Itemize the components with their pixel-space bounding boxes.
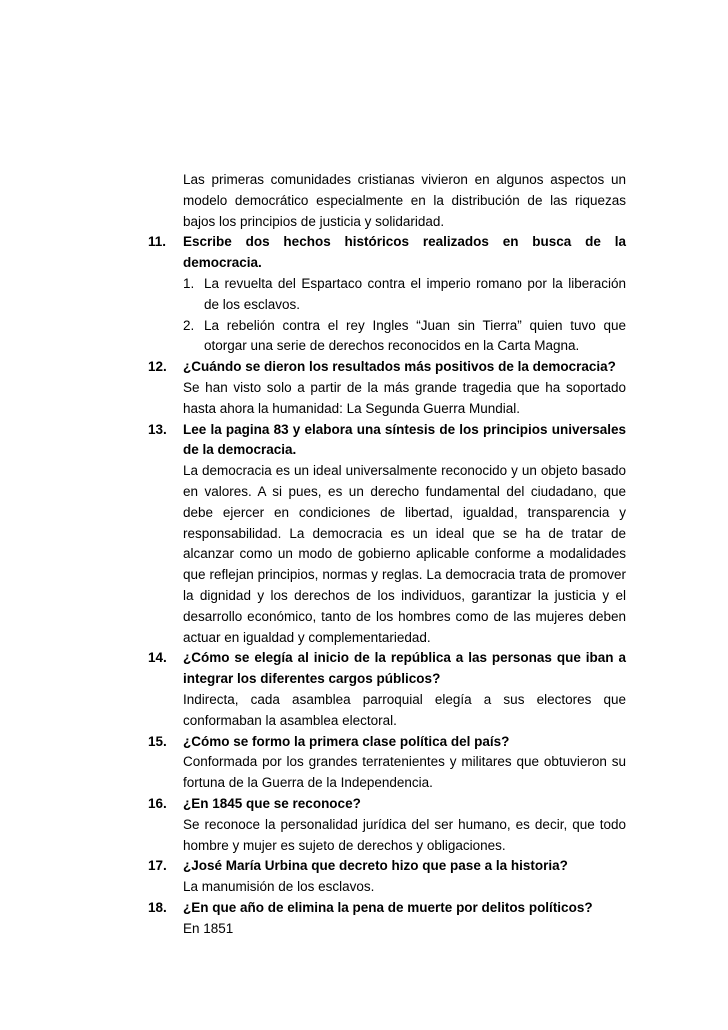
list-item (183, 274, 626, 316)
intro-paragraph: Las primeras comunidades cristianas vivieron en algunos aspectos un modelo democrático especialmente en la distribución de las riquezas bajos los principios de justicia y solidaridad. (183, 172, 626, 229)
question-text: Lee la pagina 83 y elabora una síntesis de los principios universales de la democracia. (183, 421, 626, 458)
list-item (183, 316, 626, 358)
question-block-16 (148, 794, 626, 856)
answer-list (148, 274, 626, 357)
question-number: 11. (148, 234, 167, 250)
question-text: ¿En 1845 que se reconoce? (183, 795, 361, 811)
question-heading (148, 648, 626, 690)
list-item-text: La revuelta del Espartaco contra el imperio romano por la liberación de los esclavos. (204, 275, 626, 312)
list-item-number: 1. (183, 275, 195, 291)
question-heading (148, 856, 626, 877)
answer-text: Se reconoce la personalidad jurídica del ser humano, es decir, que todo hombre y mujer es sujeto de derechos y obligaciones. (183, 816, 626, 853)
question-text: Escribe dos hechos históricos realizados en busca de la democracia. (183, 234, 626, 271)
question-block-17 (148, 856, 626, 898)
question-number: 13. (148, 421, 167, 437)
question-heading (148, 420, 626, 462)
question-block-14 (148, 648, 626, 731)
question-text: ¿Cómo se formo la primera clase política del país? (183, 733, 510, 749)
question-block-11 (148, 232, 626, 357)
question-number: 17. (148, 858, 167, 874)
question-text: ¿Cómo se elegía al inicio de la república a las personas que iban a integrar los diferentes cargos públicos? (183, 650, 626, 687)
list-item-text: La rebelión contra el rey Ingles “Juan sin Tierra” quien tuvo que otorgar una serie de derechos reconocidos en la Carta Magna. (204, 317, 626, 354)
answer-text: La manumisión de los esclavos. (183, 879, 375, 895)
answer-text: La democracia es un ideal universalmente reconocido y un objeto basado en valores. A si pues, es un derecho fundamental del ciudadano, que debe ejercer en condiciones de libertad, igualdad, transparencia y responsabilidad. La democracia es un ideal que se ha de tratar de alcanzar como un modo de gobierno aplicable conforme a modalidades que reflejan principios, normas y reglas. La democracia trata de promover la dignidad y los derechos de los individuos, garantizar la justicia y el desarrollo económico, tanto de los hombres como de las mujeres deben actuar en igualdad y complementariedad. (183, 463, 626, 645)
question-heading (148, 357, 626, 378)
question-number: 18. (148, 899, 167, 915)
question-number: 12. (148, 359, 167, 375)
question-heading (148, 898, 626, 919)
answer-text: En 1851 (183, 920, 234, 936)
question-heading (148, 232, 626, 274)
list-item-number: 2. (183, 317, 195, 333)
question-block-13 (148, 420, 626, 649)
question-number: 14. (148, 650, 167, 666)
answer-text: Conformada por los grandes terratenientes y militares que obtuvieron su fortuna de la Guerra de la Independencia. (183, 754, 626, 791)
question-heading (148, 794, 626, 815)
question-block-15 (148, 732, 626, 794)
question-text: ¿Cuándo se dieron los resultados más positivos de la democracia? (183, 359, 616, 375)
question-text: ¿En que año de elimina la pena de muerte por delitos políticos? (183, 899, 593, 915)
question-heading (148, 732, 626, 753)
question-number: 15. (148, 733, 167, 749)
answer-text: Indirecta, cada asamblea parroquial elegía a sus electores que conformaban la asamblea electoral. (183, 691, 626, 728)
question-number: 16. (148, 795, 167, 811)
question-text: ¿José María Urbina que decreto hizo que pase a la historia? (183, 858, 568, 874)
document-body (148, 170, 626, 939)
question-block-18 (148, 898, 626, 940)
question-block-12 (148, 357, 626, 419)
answer-text: Se han visto solo a partir de la más grande tragedia que ha soportado hasta ahora la humanidad: La Segunda Guerra Mundial. (183, 379, 626, 416)
